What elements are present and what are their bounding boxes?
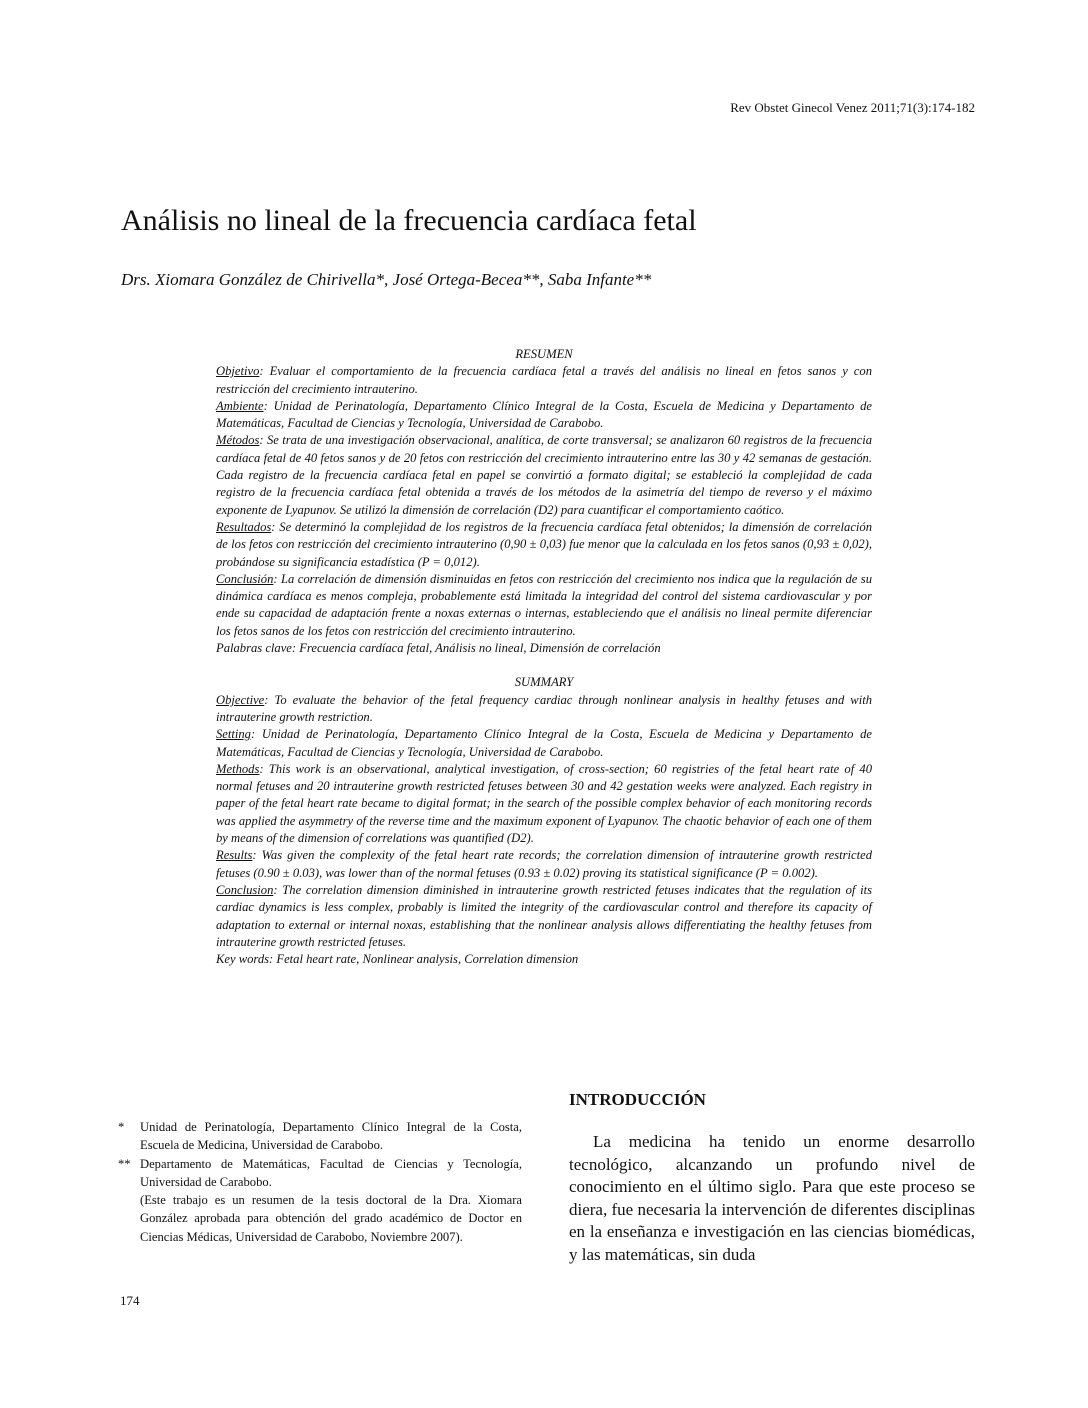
footnote-text: Departamento de Matemáticas, Facultad de Ciencias y Tecnología, Universidad de Carabobo. — [140, 1156, 522, 1189]
resumen-metodos — [216, 432, 872, 518]
resumen-body — [216, 363, 872, 657]
abstracts-block — [216, 346, 872, 968]
resumen-keywords: Palabras clave: Frecuencia cardíaca fetal, Análisis no lineal, Dimensión de correlación — [216, 641, 661, 656]
section-label: Setting — [216, 727, 251, 742]
thesis-note: (Este trabajo es un resumen de la tesis doctoral de la Dra. Xiomara González aprobada para obtención del grado académico de Doctor en Ciencias Médicas, Universidad de Carabobo, Noviembre 2007). — [140, 1193, 522, 1244]
section-text: : Was given the complexity of the fetal heart rate records; the correlation dimension of intrauterine growth restricted fetuses (0.90 ± 0.03), was lower than of the normal fetuses (0.93 ± 0.02) proving its statistical significance (P = 0.002). — [216, 848, 872, 880]
section-label: Objective — [216, 692, 265, 707]
section-text: : This work is an observational, analytical investigation, of cross-section; 60 registries of the fetal heart rate of 40 normal fetuses and 20 intrauterine growth restricted fetuses between 30 and 42 gestation weeks were analyzed. Each registry in paper of the fetal heart rate became to digital format; in the search of the possible complex behavior of each monitoring records was applied the asymmetry of the reverse time and the maximum exponent of Lyapunov. The chaotic behavior of each one of them by means of the dimension of correlations was quantified (D2). — [216, 761, 872, 846]
resumen-ambiente — [216, 398, 872, 433]
footnote-text: Unidad de Perinatología, Departamento Clínico Integral de la Costa, Escuela de Medicina, Universidad de Carabobo. — [140, 1120, 522, 1153]
introduction-text: La medicina ha tenido un enorme desarrollo tecnológico, alcanzando un profundo nivel de conocimiento en el último siglo. Para que este proceso se diera, fue necesaria la intervención de diferentes disciplinas en la enseñanza e investigación en las ciencias biomédicas, y las matemáticas, sin duda — [569, 1132, 975, 1264]
resumen-objetivo — [216, 363, 872, 398]
resumen-conclusion — [216, 571, 872, 640]
footnotes — [118, 1118, 522, 1246]
summary-keywords: Key words: Fetal heart rate, Nonlinear analysis, Correlation dimension — [216, 952, 579, 967]
resumen-heading: RESUMEN — [515, 347, 573, 361]
footnote-mark: ** — [118, 1156, 131, 1171]
section-label: Methods — [216, 761, 260, 776]
page-number: 174 — [120, 1293, 140, 1308]
summary-objective — [216, 692, 872, 727]
footnote-mark: * — [118, 1120, 125, 1134]
section-label: Ambiente — [216, 398, 264, 413]
resumen-resultados — [216, 519, 872, 571]
section-text: : Evaluar el comportamiento de la frecuencia cardíaca fetal a través del análisis no lineal en fetos sanos y con restricción del crecimiento intrauterino. — [216, 364, 872, 396]
article-title: Análisis no lineal de la frecuencia cardíaca fetal — [121, 204, 697, 237]
section-label: Results — [216, 848, 253, 863]
summary-heading: SUMMARY — [514, 675, 574, 690]
introduction-heading: INTRODUCCIÓN — [569, 1090, 706, 1109]
author-list: Drs. Xiomara González de Chirivella*, José Ortega-Becea**, Saba Infante** — [121, 270, 652, 289]
section-label: Resultados — [216, 519, 272, 534]
summary-setting — [216, 726, 872, 761]
section-label: Métodos — [216, 433, 260, 448]
section-text: : The correlation dimension diminished in intrauterine growth restricted fetuses indicates that the regulation of its cardiac dynamics is less complex, probably is limited the integrity of the cardiovascular control and therefore its capacity of adaptation to external or internal noxas, establishing that the nonlinear analysis allows differentiating the healthy fetuses from intrauterine growth restricted fetuses. — [216, 882, 872, 949]
footnote — [118, 1118, 522, 1155]
summary-body — [216, 692, 872, 969]
section-text: : Unidad de Perinatología, Departamento Clínico Integral de la Costa, Escuela de Medicina y Departamento de Matemáticas, Facultad de Ciencias y Tecnología, Universidad de Carabobo. — [216, 727, 872, 759]
summary-results — [216, 847, 872, 882]
section-text: : La correlación de dimensión disminuidas en fetos con restricción del crecimiento nos indica que la regulación de su dinámica cardíaca es menos compleja, probablemente está limitada la integridad del control del sistema cardiovascular y por ende su capacidad de adaptación frente a noxas externas o internas, estableciendo que el análisis no lineal permite diferenciar los fetos sanos de los fetos con restricción del crecimiento intrauterino. — [216, 571, 872, 638]
section-text: : Unidad de Perinatología, Departamento Clínico Integral de la Costa, Escuela de Medicina y Departamento de Matemáticas, Facultad de Ciencias y Tecnología, Universidad de Carabobo. — [216, 398, 872, 431]
section-label: Objetivo — [216, 364, 260, 379]
section-text: : Se determinó la complejidad de los registros de la frecuencia cardíaca fetal obtenidos; la dimensión de correlación de los fetos con restricción del crecimiento intrauterino (0,90 ± 0,03) fue menor que la calculada en los fetos sanos (0,93 ± 0,02), probándose su significancia estadística (P = 0,012). — [216, 519, 872, 569]
footnote — [118, 1155, 522, 1192]
section-text: : Se trata de una investigación observacional, analítica, de corte transversal; se analizaron 60 registros de la frecuencia cardíaca fetal de 40 fetos sanos y de 20 fetos con restricción del crecimiento intrauterino entre las 30 y 42 semanas de gestación. Cada registro de la frecuencia cardíaca fetal en papel se convirtió a formato digital; se estableció la complejidad de cada registro de la frecuencia cardíaca fetal obtenida a través de los métodos de la asimetría del tiempo de reverso y el máximo exponente de Lyapunov. Se utilizó la dimensión de correlación (D2) para cuantificar el comportamiento caótico. — [216, 433, 872, 517]
section-label: Conclusión — [216, 571, 274, 586]
section-label: Conclusion — [216, 882, 274, 897]
spacer — [216, 657, 872, 674]
journal-reference: Rev Obstet Ginecol Venez 2011;71(3):174-182 — [730, 100, 975, 115]
section-text: : To evaluate the behavior of the fetal frequency cardiac through nonlinear analysis in healthy fetuses and with intrauterine growth restriction. — [216, 692, 872, 724]
summary-conclusion — [216, 882, 872, 951]
summary-methods — [216, 761, 872, 847]
